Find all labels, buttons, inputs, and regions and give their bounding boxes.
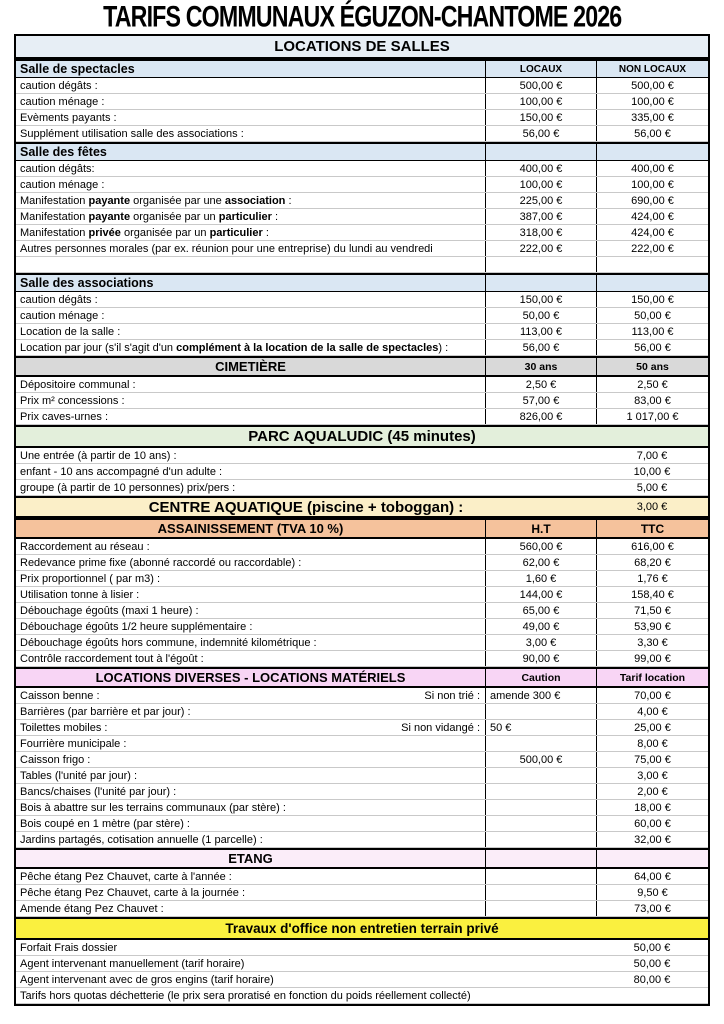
row-label-cell xyxy=(16,901,485,916)
price-cell: 424,00 € xyxy=(596,209,708,224)
section-title: CIMETIÈRE xyxy=(215,359,286,374)
row-label-cell xyxy=(16,720,485,735)
section-header-row xyxy=(16,273,708,292)
row-label: Agent intervenant manuellement (tarif horaire) xyxy=(20,957,245,970)
section-title: CENTRE AQUATIQUE (piscine + toboggan) : xyxy=(148,498,464,516)
section-header-row xyxy=(16,496,708,518)
section-title: LOCATIONS DE SALLES xyxy=(274,38,450,55)
column-header xyxy=(596,850,708,867)
section-header-row xyxy=(16,917,708,940)
table-row xyxy=(16,209,708,225)
row-label-cell xyxy=(16,940,596,955)
price-cell xyxy=(485,704,596,719)
price-cell: 3,30 € xyxy=(596,635,708,650)
price-cell: 2,50 € xyxy=(596,377,708,392)
price-cell xyxy=(485,736,596,751)
table-row xyxy=(16,885,708,901)
row-label: Manifestation payante organisée par un particulier : xyxy=(20,210,279,223)
table-row xyxy=(16,464,708,480)
price-cell: 7,00 € xyxy=(636,449,668,462)
row-label: Caisson frigo : xyxy=(20,753,91,766)
price-cell: 56,00 € xyxy=(596,340,708,355)
price-cell: 50,00 € xyxy=(633,941,671,954)
price-cell: 113,00 € xyxy=(596,324,708,339)
row-label: Débouchage égoûts 1/2 heure supplémentaire : xyxy=(20,620,253,633)
row-label: Manifestation payante organisée par une association : xyxy=(20,194,292,207)
price-cell: 150,00 € xyxy=(596,292,708,307)
price-cell: 225,00 € xyxy=(485,193,596,208)
price-cell: 1,76 € xyxy=(596,571,708,586)
row-label: Pêche étang Pez Chauvet, carte à l'année : xyxy=(20,870,232,883)
row-label-cell xyxy=(16,885,485,900)
price-cell: 424,00 € xyxy=(596,225,708,240)
table-row xyxy=(16,940,708,956)
row-label-cell xyxy=(16,736,485,751)
row-label: Pêche étang Pez Chauvet, carte à la journée : xyxy=(20,886,246,899)
row-label: Contrôle raccordement tout à l'égoût : xyxy=(20,652,204,665)
price-cell: 150,00 € xyxy=(485,110,596,125)
table-row xyxy=(16,340,708,356)
price-cell xyxy=(485,816,596,831)
row-label: Bois à abattre sur les terrains communaux (par stère) : xyxy=(20,801,286,814)
price-cell: 690,00 € xyxy=(596,193,708,208)
row-label-cell xyxy=(16,832,485,847)
price-cell: 1,60 € xyxy=(485,571,596,586)
row-label: caution dégâts : xyxy=(20,293,98,306)
price-cell: 9,50 € xyxy=(596,885,708,900)
row-label-cell xyxy=(16,816,485,831)
column-header xyxy=(596,144,708,160)
row-label: Caisson benne : xyxy=(20,689,100,702)
row-label-cell xyxy=(16,209,485,224)
row-label-cell xyxy=(16,377,485,392)
row-label-cell xyxy=(16,539,485,554)
table-row xyxy=(16,603,708,619)
row-label: Location par jour (s'il s'agit d'un complément à la location de la salle de spectacles) : xyxy=(20,341,449,354)
row-label-cell xyxy=(16,768,485,783)
price-cell: 65,00 € xyxy=(485,603,596,618)
row-label: Toilettes mobiles : xyxy=(20,721,108,734)
section-title: PARC AQUALUDIC (45 minutes) xyxy=(248,428,476,445)
row-label: Raccordement au réseau : xyxy=(20,540,150,553)
row-label: Utilisation tonne à lisier : xyxy=(20,588,140,601)
table-row xyxy=(16,177,708,193)
table-row xyxy=(16,94,708,110)
row-label: Prix caves-urnes : xyxy=(20,410,109,423)
row-label-cell xyxy=(16,752,485,767)
row-label-cell xyxy=(16,651,485,666)
table-row xyxy=(16,308,708,324)
row-label: Fourrière municipale : xyxy=(20,737,127,750)
row-label-cell xyxy=(16,393,485,408)
price-cell: 158,40 € xyxy=(596,587,708,602)
row-label: Redevance prime fixe (abonné raccordé ou raccordable) : xyxy=(20,556,302,569)
price-cell: 90,00 € xyxy=(485,651,596,666)
table-row xyxy=(16,110,708,126)
price-cell: 50,00 € xyxy=(633,957,671,970)
row-label-cell xyxy=(16,555,485,570)
page-title xyxy=(0,2,724,33)
price-cell xyxy=(485,901,596,916)
price-cell: 100,00 € xyxy=(485,94,596,109)
row-label-cell xyxy=(16,480,596,495)
price-cell: 32,00 € xyxy=(596,832,708,847)
column-header xyxy=(485,275,596,291)
price-cell: 222,00 € xyxy=(596,241,708,256)
price-cell: 50,00 € xyxy=(596,308,708,323)
price-cell: 500,00 € xyxy=(485,752,596,767)
price-cell: 100,00 € xyxy=(485,177,596,192)
column-header: NON LOCAUX xyxy=(596,61,708,77)
row-label: Prix m² concessions : xyxy=(20,394,125,407)
price-cell: 56,00 € xyxy=(485,126,596,141)
table-row xyxy=(16,78,708,94)
row-label: Evèments payants : xyxy=(20,111,117,124)
price-cell: 80,00 € xyxy=(633,973,671,986)
price-cell: 616,00 € xyxy=(596,539,708,554)
column-header: H.T xyxy=(485,520,596,537)
section-header-row xyxy=(16,36,708,59)
row-label-cell xyxy=(16,78,485,93)
price-cell: 62,00 € xyxy=(485,555,596,570)
price-cell: 60,00 € xyxy=(596,816,708,831)
row-label-cell xyxy=(16,110,485,125)
table-row xyxy=(16,409,708,425)
row-label-cell xyxy=(16,869,485,884)
price-cell: 2,50 € xyxy=(485,377,596,392)
row-label: Agent intervenant avec de gros engins (tarif horaire) xyxy=(20,973,274,986)
price-cell: 144,00 € xyxy=(485,587,596,602)
price-cell: 49,00 € xyxy=(485,619,596,634)
row-label-cell xyxy=(16,603,485,618)
section-title: ETANG xyxy=(228,851,273,866)
price-cell: 18,00 € xyxy=(596,800,708,815)
price-cell: 5,00 € xyxy=(636,481,668,494)
row-label-cell xyxy=(16,193,485,208)
price-cell: 1 017,00 € xyxy=(596,409,708,424)
table-row xyxy=(16,539,708,555)
table-row xyxy=(16,225,708,241)
table-row xyxy=(16,241,708,257)
row-label: Amende étang Pez Chauvet : xyxy=(20,902,164,915)
row-label-cell xyxy=(16,956,596,971)
table-row xyxy=(16,619,708,635)
row-note: Si non vidangé : xyxy=(401,721,480,734)
table-row xyxy=(16,736,708,752)
price-cell: 57,00 € xyxy=(485,393,596,408)
price-cell xyxy=(485,768,596,783)
table-row xyxy=(16,377,708,393)
table-row xyxy=(16,571,708,587)
section-title: ASSAINISSEMENT (TVA 10 %) xyxy=(157,521,344,536)
column-header xyxy=(485,850,596,867)
row-label: Tables (l'unité par jour) : xyxy=(20,769,138,782)
price-cell: 560,00 € xyxy=(485,539,596,554)
column-header xyxy=(596,275,708,291)
price-cell: 2,00 € xyxy=(596,784,708,799)
row-label-cell xyxy=(16,635,485,650)
table-row xyxy=(16,161,708,177)
row-label-cell xyxy=(16,94,485,109)
table-row xyxy=(16,193,708,209)
price-cell: 25,00 € xyxy=(596,720,708,735)
price-cell: 53,90 € xyxy=(596,619,708,634)
table-row xyxy=(16,393,708,409)
price-cell: 56,00 € xyxy=(596,126,708,141)
section-header-row xyxy=(16,425,708,448)
price-cell: 70,00 € xyxy=(596,688,708,703)
row-label: Autres personnes morales (par ex. réunion pour une entreprise) du lundi au vendredi xyxy=(20,242,433,255)
table-row xyxy=(16,901,708,917)
section-header-row xyxy=(16,142,708,161)
row-label-cell xyxy=(16,704,485,719)
table-row xyxy=(16,448,708,464)
table-row xyxy=(16,126,708,142)
row-label-cell xyxy=(16,571,485,586)
price-cell: 826,00 € xyxy=(485,409,596,424)
price-cell: amende 300 € xyxy=(485,688,596,703)
table-row xyxy=(16,832,708,848)
row-label-cell xyxy=(16,972,596,987)
price-cell: 400,00 € xyxy=(596,161,708,176)
price-cell: 71,50 € xyxy=(596,603,708,618)
section-header-row xyxy=(16,848,708,869)
table-row xyxy=(16,972,708,988)
table-row xyxy=(16,688,708,704)
price-cell xyxy=(485,885,596,900)
section-header-row xyxy=(16,667,708,688)
row-label-cell xyxy=(16,225,485,240)
price-cell: 500,00 € xyxy=(596,78,708,93)
table-row xyxy=(16,956,708,972)
row-label: Dépositoire communal : xyxy=(20,378,136,391)
column-header: Tarif location xyxy=(596,669,708,686)
table-row xyxy=(16,720,708,736)
price-cell: 68,20 € xyxy=(596,555,708,570)
subsection-title: Salle des associations xyxy=(20,276,154,290)
row-label-cell xyxy=(16,177,485,192)
row-label: Jardins partagés, cotisation annuelle (1 parcelle) : xyxy=(20,833,263,846)
price-cell: 10,00 € xyxy=(633,465,671,478)
table-row xyxy=(16,816,708,832)
row-label: caution dégâts : xyxy=(20,79,98,92)
price-cell xyxy=(596,257,708,272)
row-label-cell xyxy=(16,308,485,323)
row-label-cell xyxy=(16,448,596,463)
section-title: LOCATIONS DIVERSES - LOCATIONS MATÉRIELS xyxy=(95,670,406,685)
row-label: Tarifs hors quotas déchetterie (le prix sera proratisé en fonction du poids réellement collecté) xyxy=(20,989,471,1002)
row-label: Manifestation privée organisée par un particulier : xyxy=(20,226,269,239)
row-label: enfant - 10 ans accompagné d'un adulte : xyxy=(20,465,223,478)
price-cell: 335,00 € xyxy=(596,110,708,125)
row-label-cell xyxy=(16,587,485,602)
price-cell: 3,00 € xyxy=(636,501,668,513)
row-label: caution ménage : xyxy=(20,178,105,191)
table-row xyxy=(16,257,708,273)
row-label: caution ménage : xyxy=(20,95,105,108)
column-header: 50 ans xyxy=(596,358,708,375)
page-title-text: TARIFS COMMUNAUX ÉGUZON-CHANTOME 2026 xyxy=(102,0,622,34)
row-label-cell xyxy=(16,161,485,176)
price-cell: 75,00 € xyxy=(596,752,708,767)
column-header: LOCAUX xyxy=(485,61,596,77)
price-cell: 113,00 € xyxy=(485,324,596,339)
price-cell: 387,00 € xyxy=(485,209,596,224)
table-row xyxy=(16,768,708,784)
section-title: Travaux d'office non entretien terrain privé xyxy=(225,921,499,936)
row-label-cell xyxy=(16,464,596,479)
price-cell: 3,00 € xyxy=(596,768,708,783)
table-row xyxy=(16,324,708,340)
row-label-cell xyxy=(16,324,485,339)
row-note: Si non trié : xyxy=(424,689,480,702)
price-cell: 400,00 € xyxy=(485,161,596,176)
column-header xyxy=(485,144,596,160)
row-label: Prix proportionnel ( par m3) : xyxy=(20,572,160,585)
row-label-cell xyxy=(16,126,485,141)
table-row xyxy=(16,480,708,496)
column-header: 30 ans xyxy=(485,358,596,375)
table-row xyxy=(16,635,708,651)
row-label-cell xyxy=(16,340,485,355)
table-row xyxy=(16,651,708,667)
price-cell: 99,00 € xyxy=(596,651,708,666)
row-label: Bois coupé en 1 mètre (par stère) : xyxy=(20,817,190,830)
table-row xyxy=(16,869,708,885)
table-row xyxy=(16,704,708,720)
row-label: caution ménage : xyxy=(20,309,105,322)
price-cell: 318,00 € xyxy=(485,225,596,240)
price-cell: 150,00 € xyxy=(485,292,596,307)
price-cell: 56,00 € xyxy=(485,340,596,355)
row-label-cell xyxy=(16,800,485,815)
price-cell: 100,00 € xyxy=(596,94,708,109)
price-cell: 50,00 € xyxy=(485,308,596,323)
table-row xyxy=(16,988,708,1004)
price-cell xyxy=(596,988,708,1003)
section-header-row xyxy=(16,356,708,377)
price-cell: 73,00 € xyxy=(596,901,708,916)
row-label: Barrières (par barrière et par jour) : xyxy=(20,705,191,718)
section-header-row xyxy=(16,59,708,78)
row-label-cell xyxy=(16,257,485,272)
row-label-cell xyxy=(16,292,485,307)
table-row xyxy=(16,292,708,308)
row-label-cell xyxy=(16,409,485,424)
price-cell: 3,00 € xyxy=(485,635,596,650)
price-cell: 83,00 € xyxy=(596,393,708,408)
row-label: Supplément utilisation salle des associations : xyxy=(20,127,244,140)
tariff-table xyxy=(14,34,710,1006)
price-cell: 4,00 € xyxy=(596,704,708,719)
row-label-cell xyxy=(16,988,596,1003)
price-cell xyxy=(485,784,596,799)
row-label: Bancs/chaises (l'unité par jour) : xyxy=(20,785,177,798)
price-cell xyxy=(485,800,596,815)
column-header: TTC xyxy=(596,520,708,537)
row-label: Location de la salle : xyxy=(20,325,121,338)
row-label-cell xyxy=(16,241,485,256)
row-label: Débouchage égoûts (maxi 1 heure) : xyxy=(20,604,199,617)
price-cell: 64,00 € xyxy=(596,869,708,884)
subsection-title: Salle des fêtes xyxy=(20,145,107,159)
row-label: groupe (à partir de 10 personnes) prix/pers : xyxy=(20,481,236,494)
row-label: Forfait Frais dossier xyxy=(20,941,118,954)
subsection-title: Salle de spectacles xyxy=(20,62,135,76)
section-header-row xyxy=(16,518,708,539)
row-label: Une entrée (à partir de 10 ans) : xyxy=(20,449,177,462)
table-row xyxy=(16,752,708,768)
price-cell xyxy=(485,257,596,272)
row-label-cell xyxy=(16,784,485,799)
row-label: caution dégâts: xyxy=(20,162,95,175)
price-cell: 500,00 € xyxy=(485,78,596,93)
table-row xyxy=(16,587,708,603)
table-row xyxy=(16,555,708,571)
row-label: Débouchage égoûts hors commune, indemnité kilométrique : xyxy=(20,636,317,649)
column-header: Caution xyxy=(485,669,596,686)
price-cell xyxy=(485,832,596,847)
price-cell: 50 € xyxy=(485,720,596,735)
row-label-cell xyxy=(16,619,485,634)
price-cell xyxy=(485,869,596,884)
row-label-cell xyxy=(16,688,485,703)
table-row xyxy=(16,784,708,800)
price-cell: 8,00 € xyxy=(596,736,708,751)
table-row xyxy=(16,800,708,816)
price-cell: 100,00 € xyxy=(596,177,708,192)
price-cell: 222,00 € xyxy=(485,241,596,256)
